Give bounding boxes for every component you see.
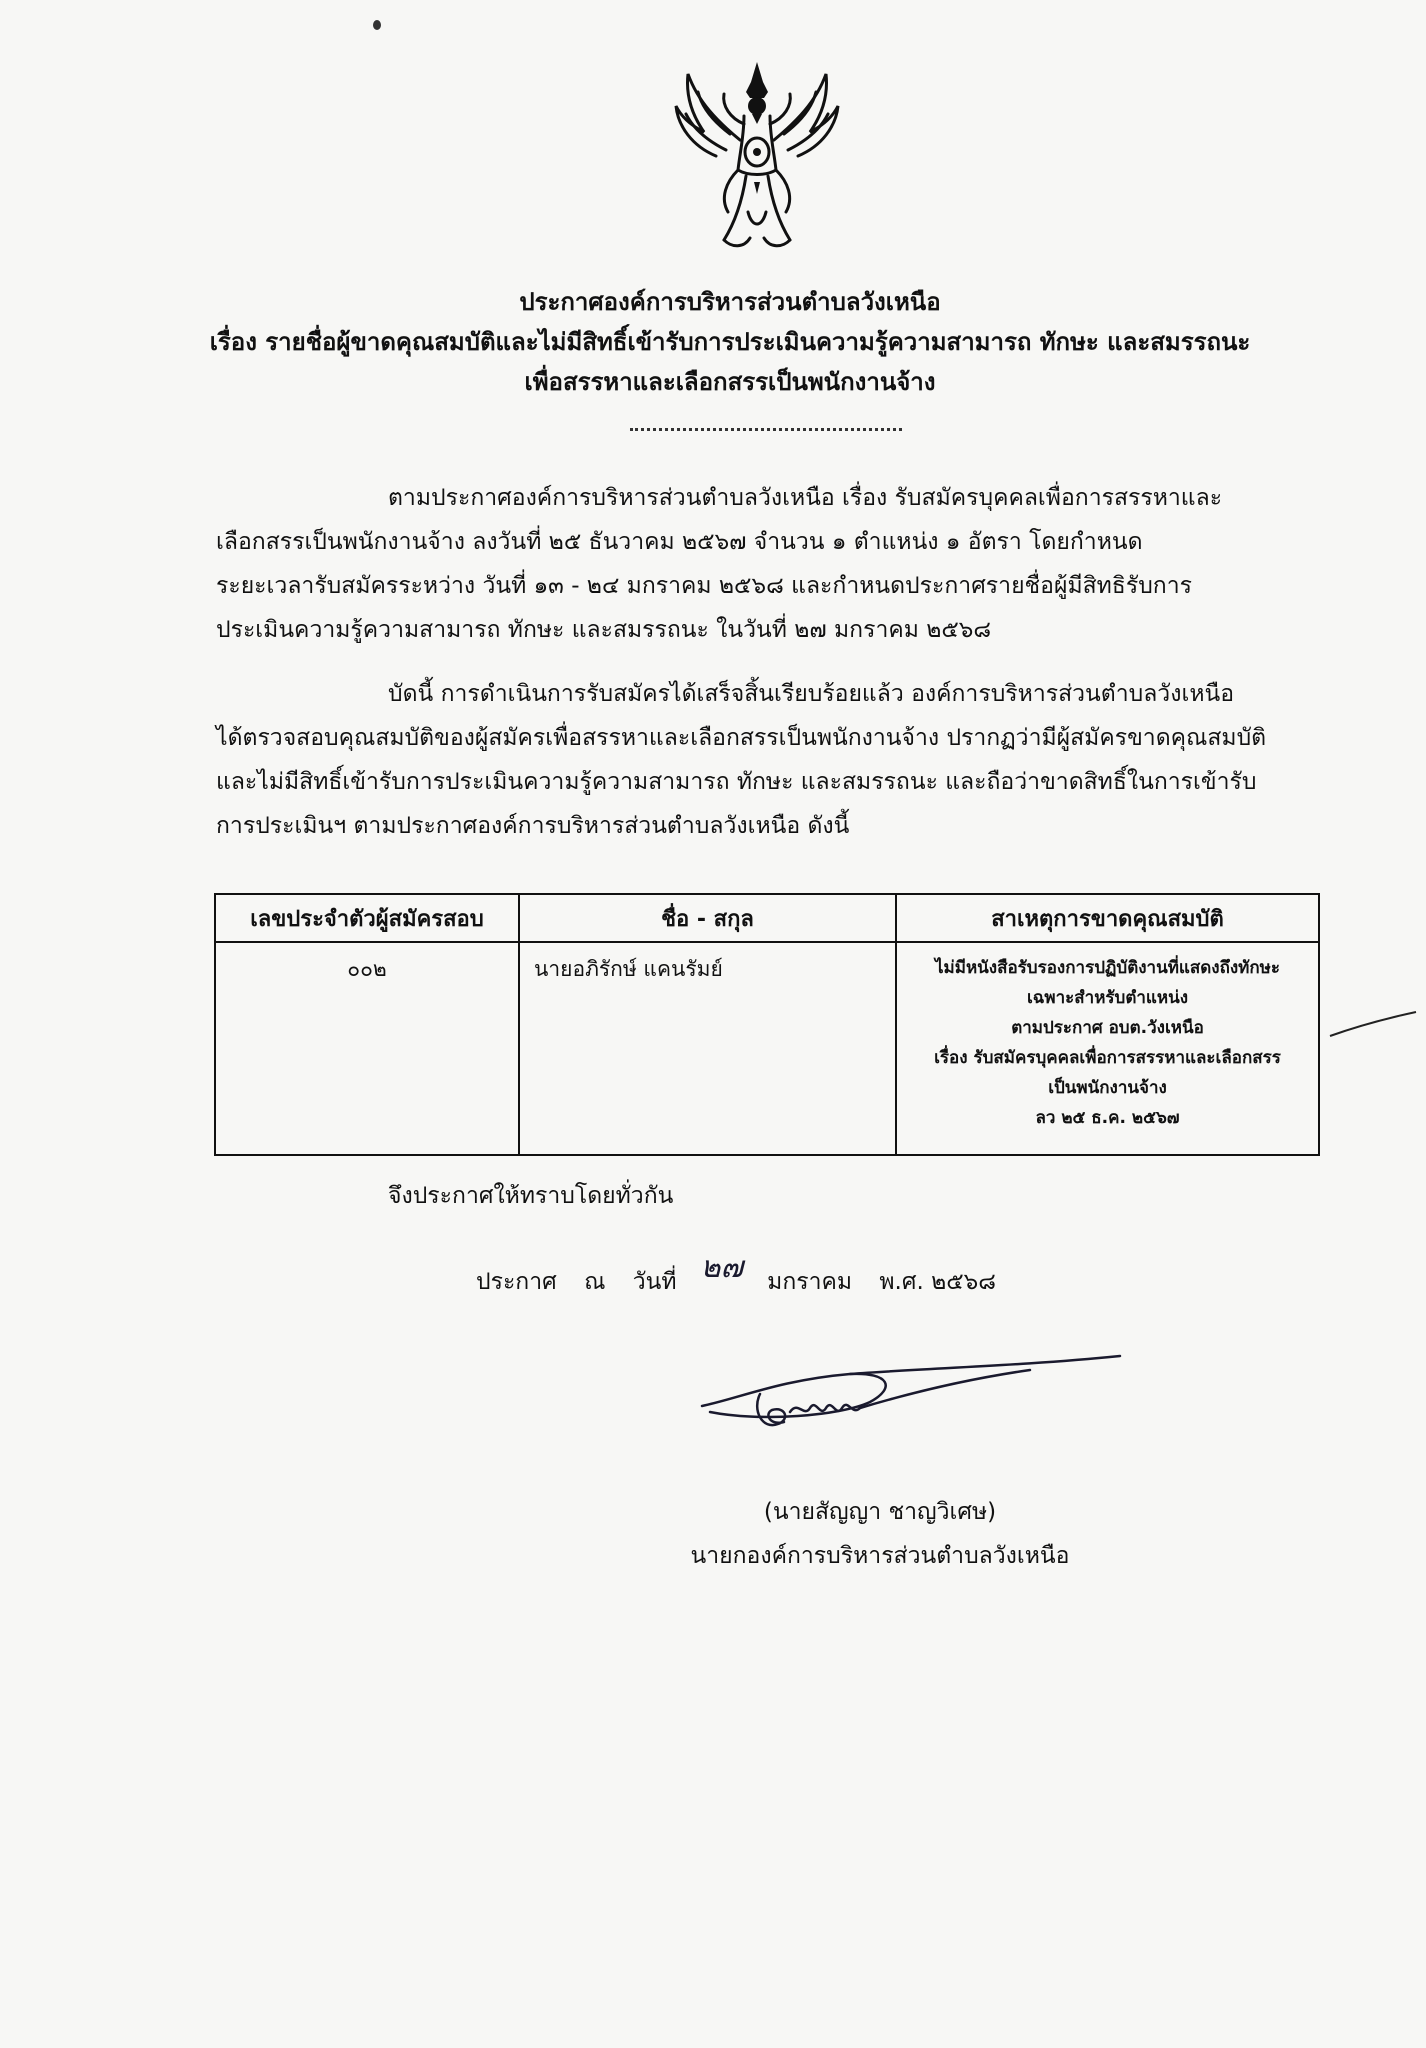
date-prefix: ประกาศ <box>476 1269 557 1295</box>
paragraph-line: เลือกสรรเป็นพนักงานจ้าง ลงวันที่ ๒๕ ธันวาคม ๒๕๖๗ จำนวน ๑ ตำแหน่ง ๑ อัตรา โดยกำหนด <box>216 529 1143 555</box>
paragraph-line: บัดนี้ การดำเนินการรับสมัครได้เสร็จสิ้นเรียบร้อยแล้ว องค์การบริหารส่วนตำบลวังเหนือ <box>388 681 1235 707</box>
paragraph-line: ได้ตรวจสอบคุณสมบัติของผู้สมัครเพื่อสรรหาและเลือกสรรเป็นพนักงานจ้าง ปรากฏว่ามีผู้สมัครขาดคุณสมบัติ <box>216 725 1267 751</box>
paragraph-line: และไม่มีสิทธิ์เข้ารับการประเมินความรู้ความสามารถ ทักษะ และสมรรถนะ และถือว่าขาดสิทธิ์ในการเข้ารับ <box>216 769 1257 795</box>
paragraph-line: ตามประกาศองค์การบริหารส่วนตำบลวังเหนือ เรื่อง รับสมัครบุคคลเพื่อการสรรหาและ <box>388 485 1223 511</box>
announcement-subject-continued: เพื่อสรรหาและเลือกสรรเป็นพนักงานจ้าง <box>524 368 936 396</box>
paragraph-line: ประเมินความรู้ความสามารถ ทักษะ และสมรรถนะ ในวันที่ ๒๗ มกราคม ๒๕๖๘ <box>216 617 992 643</box>
paper-speck <box>372 16 382 28</box>
date-day-label: วันที่ <box>632 1269 677 1295</box>
reason-line: เรื่อง รับสมัครบุคคลเพื่อการสรรหาและเลือกสรร <box>934 1048 1281 1068</box>
date-month: มกราคม <box>767 1269 853 1295</box>
reason-line: เฉพาะสำหรับตำแหน่ง <box>1027 988 1188 1008</box>
date-era: พ.ศ. <box>879 1269 924 1295</box>
announcement-date-line <box>476 1250 996 1303</box>
paragraph-result <box>216 672 1320 848</box>
applicant-id-cell: ๐๐๒ <box>215 942 519 1155</box>
paragraph-background <box>216 476 1320 652</box>
disqualified-candidates-table <box>214 893 1320 1156</box>
column-header-applicant-id: เลขประจำตัวผู้สมัครสอบ <box>215 894 519 942</box>
stray-pen-mark <box>1328 1008 1418 1040</box>
signer-position: นายกองค์การบริหารส่วนตำบลวังเหนือ <box>690 1543 1070 1569</box>
paragraph-line: การประเมินฯ ตามประกาศองค์การบริหารส่วนตำบลวังเหนือ ดังนี้ <box>216 813 850 839</box>
signer-name: (นายสัญญา ชาญวิเศษ) <box>763 1499 997 1525</box>
handwritten-signature <box>700 1350 1140 1460</box>
disqualification-reason-cell <box>896 942 1319 1155</box>
announcement-subject: เรื่อง รายชื่อผู้ขาดคุณสมบัติและไม่มีสิทธิ์เข้ารับการประเมินความรู้ความสามารถ ทักษะ และสมรรถนะ <box>209 328 1251 356</box>
reason-line: ตามประกาศ อบต.วังเหนือ <box>1011 1018 1204 1038</box>
reason-line: ลว ๒๕ ธ.ค. ๒๕๖๗ <box>1035 1108 1180 1128</box>
garuda-emblem-icon <box>668 52 846 252</box>
date-year: ๒๕๖๘ <box>931 1269 996 1295</box>
date-day: ๒๗ <box>700 1250 744 1285</box>
column-header-reason: สาเหตุการขาดคุณสมบัติ <box>896 894 1319 942</box>
table-row <box>215 942 1319 1155</box>
paragraph-line: ระยะเวลารับสมัครระหว่าง วันที่ ๑๓ - ๒๔ มกราคม ๒๕๖๘ และกำหนดประกาศรายชื่อผู้มีสิทธิรับการ <box>216 573 1192 599</box>
reason-line: ไม่มีหนังสือรับรองการปฏิบัติงานที่แสดงถึงทักษะ <box>934 958 1281 978</box>
signer-block <box>620 1490 1140 1578</box>
reason-line: เป็นพนักงานจ้าง <box>1048 1078 1167 1098</box>
title-divider <box>630 428 902 431</box>
date-at: ณ <box>584 1269 606 1295</box>
closing-statement: จึงประกาศให้ทราบโดยทั่วกัน <box>388 1183 674 1209</box>
announcement-title: ประกาศองค์การบริหารส่วนตำบลวังเหนือ <box>519 288 941 316</box>
column-header-full-name: ชื่อ - สกุล <box>519 894 896 942</box>
table-header-row <box>215 894 1319 942</box>
announcement-header <box>150 282 1310 402</box>
applicant-name-cell: นายอภิรักษ์ แคนรัมย์ <box>519 942 896 1155</box>
